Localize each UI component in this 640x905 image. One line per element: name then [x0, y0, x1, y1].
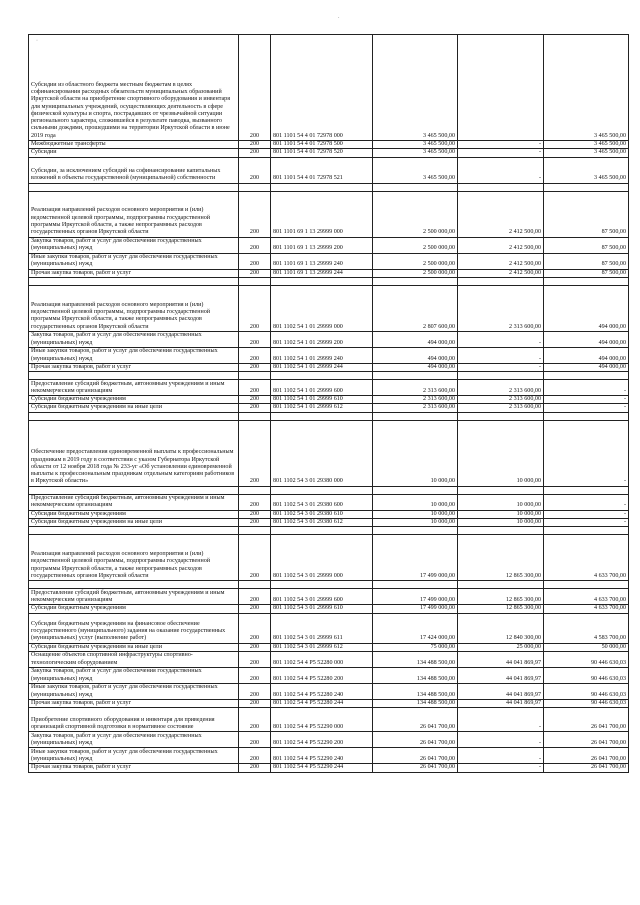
unexecuted-amount-cell: 87 500,00 [544, 253, 629, 269]
line-code-cell: 200 [239, 285, 271, 331]
table-row [29, 683, 629, 699]
budget-classification-code-cell: 801 1101 54 4 01 72978 520 [271, 149, 373, 157]
unexecuted-amount-cell: - [544, 519, 629, 527]
executed-amount-cell: 12 840 300,00 [458, 613, 544, 643]
expense-name-cell: Субсидии бюджетным учреждениям на иные цели [29, 519, 239, 527]
line-code-cell: 200 [239, 269, 271, 277]
line-code-cell: 200 [239, 589, 271, 605]
approved-amount-cell: 17 499 000,00 [373, 535, 458, 581]
executed-amount-cell: 44 041 869,97 [458, 699, 544, 707]
executed-amount-cell: 2 313 600,00 [458, 396, 544, 404]
empty-cell [544, 527, 629, 535]
approved-amount-cell: 26 041 700,00 [373, 708, 458, 732]
spacer-row [29, 277, 629, 285]
budget-classification-code-cell: 801 1101 69 1 13 29999 244 [271, 269, 373, 277]
unexecuted-amount-cell: 494 000,00 [544, 363, 629, 371]
approved-amount-cell: 494 000,00 [373, 347, 458, 363]
unexecuted-amount-cell: 3 465 500,00 [544, 141, 629, 149]
table-row [29, 535, 629, 581]
budget-classification-code-cell: 801 1102 54 3 01 29380 600 [271, 494, 373, 510]
table-row [29, 285, 629, 331]
approved-amount-cell: 10 000,00 [373, 494, 458, 510]
line-code-cell: 200 [239, 667, 271, 683]
empty-cell [373, 412, 458, 420]
line-code-cell: 200 [239, 708, 271, 732]
budget-classification-code-cell: 801 1102 54 3 01 29999 611 [271, 613, 373, 643]
budget-classification-code-cell: 801 1102 54 1 01 29999 244 [271, 363, 373, 371]
executed-amount-cell: 2 412 500,00 [458, 253, 544, 269]
spacer-row [29, 527, 629, 535]
empty-cell [458, 277, 544, 285]
executed-amount-cell: - [458, 149, 544, 157]
table-row [29, 605, 629, 613]
budget-execution-table [28, 34, 629, 773]
executed-amount-cell: 10 000,00 [458, 510, 544, 518]
budget-classification-code-cell: 801 1101 69 1 13 29999 000 [271, 191, 373, 237]
budget-classification-code-cell: 801 1102 54 4 P5 52290 244 [271, 764, 373, 772]
unexecuted-amount-cell: - [544, 380, 629, 396]
approved-amount-cell: 17 424 000,00 [373, 613, 458, 643]
budget-classification-code-cell: 801 1101 69 1 13 29999 200 [271, 237, 373, 253]
line-code-cell: 200 [239, 683, 271, 699]
table-row [29, 643, 629, 651]
empty-cell [271, 486, 373, 494]
approved-amount-cell: 2 500 000,00 [373, 253, 458, 269]
empty-cell [271, 581, 373, 589]
spacer-row [29, 412, 629, 420]
line-code-cell: 200 [239, 535, 271, 581]
empty-cell [373, 277, 458, 285]
line-code-cell: 200 [239, 331, 271, 347]
approved-amount-cell: 26 041 700,00 [373, 764, 458, 772]
expense-name-cell: Прочая закупка товаров, работ и услуг [29, 363, 239, 371]
unexecuted-amount-cell: 4 633 700,00 [544, 589, 629, 605]
budget-classification-code-cell: 801 1102 54 3 01 29999 612 [271, 643, 373, 651]
empty-cell [373, 486, 458, 494]
empty-cell [458, 183, 544, 191]
executed-amount-cell: 10 000,00 [458, 494, 544, 510]
table-row [29, 699, 629, 707]
table-row [29, 404, 629, 412]
approved-amount-cell: 17 499 000,00 [373, 605, 458, 613]
unexecuted-amount-cell: 90 446 630,03 [544, 651, 629, 667]
empty-cell [271, 527, 373, 535]
table-row [29, 331, 629, 347]
unexecuted-amount-cell: 90 446 630,03 [544, 699, 629, 707]
empty-cell [544, 372, 629, 380]
executed-amount-cell: - [458, 157, 544, 183]
empty-cell [373, 527, 458, 535]
approved-amount-cell: 75 000,00 [373, 643, 458, 651]
empty-cell [239, 277, 271, 285]
budget-classification-code-cell: 801 1102 54 4 P5 52280 244 [271, 699, 373, 707]
empty-cell [29, 581, 239, 589]
approved-amount-cell: 134 488 500,00 [373, 683, 458, 699]
approved-amount-cell: 2 500 000,00 [373, 237, 458, 253]
table-row [29, 667, 629, 683]
expense-name-cell: Предоставление субсидий бюджетным, автономным учреждениям и иным некоммерческим организациям [29, 380, 239, 396]
approved-amount-cell: 134 488 500,00 [373, 699, 458, 707]
table-row [29, 237, 629, 253]
table-row [29, 494, 629, 510]
expense-name-cell: Закупка товаров, работ и услуг для обеспечения государственных (муниципальных) нужд [29, 237, 239, 253]
line-code-cell: 200 [239, 141, 271, 149]
table-row [29, 651, 629, 667]
empty-cell [239, 183, 271, 191]
unexecuted-amount-cell: 50 000,00 [544, 643, 629, 651]
expense-name-cell: Иные закупки товаров, работ и услуг для обеспечения государственных (муниципальных) нужд [29, 683, 239, 699]
budget-classification-code-cell: 801 1101 54 4 01 72978 000 [271, 35, 373, 141]
approved-amount-cell: 494 000,00 [373, 363, 458, 371]
executed-amount-cell: 2 313 600,00 [458, 404, 544, 412]
expense-name-cell: Субсидии бюджетным учреждениям на иные цели [29, 404, 239, 412]
table-row [29, 589, 629, 605]
line-code-cell: 200 [239, 396, 271, 404]
table-row [29, 519, 629, 527]
approved-amount-cell: 3 465 500,00 [373, 141, 458, 149]
empty-cell [271, 412, 373, 420]
budget-classification-code-cell: 801 1102 54 1 01 29999 610 [271, 396, 373, 404]
budget-classification-code-cell: 801 1102 54 3 01 29999 000 [271, 535, 373, 581]
line-code-cell: 200 [239, 420, 271, 486]
expense-name-cell: Оснащение объектов спортивной инфраструктуры спортивно-технологическим оборудованием [29, 651, 239, 667]
unexecuted-amount-cell: 3 465 500,00 [544, 35, 629, 141]
executed-amount-cell: 2 313 600,00 [458, 285, 544, 331]
empty-cell [239, 486, 271, 494]
approved-amount-cell: 2 313 600,00 [373, 396, 458, 404]
table-row [29, 420, 629, 486]
unexecuted-amount-cell: 494 000,00 [544, 347, 629, 363]
executed-amount-cell: 2 412 500,00 [458, 269, 544, 277]
expense-name-cell: Закупка товаров, работ и услуг для обеспечения государственных (муниципальных) нужд [29, 331, 239, 347]
scan-mark-top: . [338, 14, 340, 20]
line-code-cell: 200 [239, 605, 271, 613]
empty-cell [271, 277, 373, 285]
line-code-cell: 200 [239, 699, 271, 707]
line-code-cell: 200 [239, 519, 271, 527]
spacer-row [29, 486, 629, 494]
approved-amount-cell: 26 041 700,00 [373, 732, 458, 748]
expense-name-cell: Субсидии [29, 149, 239, 157]
expense-name-cell: Прочая закупка товаров, работ и услуг [29, 699, 239, 707]
budget-classification-code-cell: 801 1102 54 3 01 29380 000 [271, 420, 373, 486]
approved-amount-cell: 3 465 500,00 [373, 35, 458, 141]
table-row [29, 363, 629, 371]
approved-amount-cell: 2 500 000,00 [373, 269, 458, 277]
scan-mark-corner: · [36, 38, 38, 44]
executed-amount-cell: 10 000,00 [458, 420, 544, 486]
approved-amount-cell: 10 000,00 [373, 519, 458, 527]
executed-amount-cell: 12 865 300,00 [458, 535, 544, 581]
expense-name-cell: Реализация направлений расходов основного мероприятия и (или) ведомственной целевой программы, подпрограммы государственной программы Иркутской области, а также непрограммных расходов государственных органов Иркутской области [29, 285, 239, 331]
budget-classification-code-cell: 801 1102 54 4 P5 52290 000 [271, 708, 373, 732]
table-row [29, 141, 629, 149]
table-row [29, 347, 629, 363]
expense-name-cell: Иные закупки товаров, работ и услуг для обеспечения государственных (муниципальных) нужд [29, 347, 239, 363]
approved-amount-cell: 2 500 000,00 [373, 191, 458, 237]
approved-amount-cell: 134 488 500,00 [373, 651, 458, 667]
empty-cell [239, 527, 271, 535]
table-row [29, 764, 629, 772]
unexecuted-amount-cell: 3 465 500,00 [544, 157, 629, 183]
approved-amount-cell: 2 313 600,00 [373, 380, 458, 396]
executed-amount-cell: - [458, 331, 544, 347]
expense-name-cell: Реализация направлений расходов основного мероприятия и (или) ведомственной целевой программы, подпрограммы государственной программы Иркутской области, а также непрограммных расходов государственных органов Иркутской области [29, 535, 239, 581]
unexecuted-amount-cell: - [544, 396, 629, 404]
approved-amount-cell: 134 488 500,00 [373, 667, 458, 683]
line-code-cell: 200 [239, 149, 271, 157]
expense-name-cell: Реализация направлений расходов основного мероприятия и (или) ведомственной целевой программы, подпрограммы государственной программы Иркутской области, а также непрограммных расходов государственных органов Иркутской области [29, 191, 239, 237]
executed-amount-cell: 44 041 869,97 [458, 683, 544, 699]
expense-name-cell: Иные закупки товаров, работ и услуг для обеспечения государственных (муниципальных) нужд [29, 253, 239, 269]
expense-name-cell: Субсидии из областного бюджета местным бюджетам в целях софинансирования расходных обязательств муниципальных образований Иркутской области на приобретение спортивного оборудования и инвентаря для муниципальных учреждений, осуществляющих деятельность в сфере физической культуры и спорта, пострадавших от чрезвычайной ситуации регионального характера, сложившейся в результате паводка, вызванного сильными дождями, прошедшими на территории Иркутской области в июне 2019 года [29, 35, 239, 141]
budget-classification-code-cell: 801 1102 54 1 01 29999 600 [271, 380, 373, 396]
budget-classification-code-cell: 801 1102 54 4 P5 52280 200 [271, 667, 373, 683]
approved-amount-cell: 3 465 500,00 [373, 157, 458, 183]
empty-cell [458, 581, 544, 589]
line-code-cell: 200 [239, 347, 271, 363]
executed-amount-cell: - [458, 748, 544, 764]
budget-classification-code-cell: 801 1102 54 1 01 29999 612 [271, 404, 373, 412]
budget-classification-code-cell: 801 1102 54 3 01 29380 612 [271, 519, 373, 527]
unexecuted-amount-cell: 26 041 700,00 [544, 764, 629, 772]
empty-cell [239, 372, 271, 380]
executed-amount-cell: 10 000,00 [458, 519, 544, 527]
budget-classification-code-cell: 801 1102 54 4 P5 52290 240 [271, 748, 373, 764]
budget-classification-code-cell: 801 1102 54 3 01 29380 610 [271, 510, 373, 518]
empty-cell [239, 412, 271, 420]
unexecuted-amount-cell: 4 583 700,00 [544, 613, 629, 643]
table-row [29, 253, 629, 269]
expense-name-cell: Прочая закупка товаров, работ и услуг [29, 269, 239, 277]
spacer-row [29, 372, 629, 380]
line-code-cell: 200 [239, 748, 271, 764]
approved-amount-cell: 10 000,00 [373, 510, 458, 518]
line-code-cell: 200 [239, 732, 271, 748]
executed-amount-cell: 44 041 869,97 [458, 667, 544, 683]
unexecuted-amount-cell: - [544, 404, 629, 412]
line-code-cell: 200 [239, 510, 271, 518]
empty-cell [544, 486, 629, 494]
line-code-cell: 200 [239, 253, 271, 269]
executed-amount-cell [458, 35, 544, 141]
empty-cell [29, 486, 239, 494]
budget-classification-code-cell: 801 1101 54 4 01 72978 521 [271, 157, 373, 183]
approved-amount-cell: 2 807 600,00 [373, 285, 458, 331]
line-code-cell: 200 [239, 764, 271, 772]
budget-classification-code-cell: 801 1102 54 1 01 29999 240 [271, 347, 373, 363]
budget-classification-code-cell: 801 1102 54 4 P5 52290 200 [271, 732, 373, 748]
line-code-cell: 200 [239, 237, 271, 253]
empty-cell [29, 277, 239, 285]
table-row [29, 748, 629, 764]
unexecuted-amount-cell: - [544, 420, 629, 486]
executed-amount-cell: 12 865 300,00 [458, 605, 544, 613]
expense-name-cell: Иные закупки товаров, работ и услуг для обеспечения государственных (муниципальных) нужд [29, 748, 239, 764]
expense-name-cell: Предоставление субсидий бюджетным, автономным учреждениям и иным некоммерческим организациям [29, 494, 239, 510]
line-code-cell: 200 [239, 494, 271, 510]
table-row [29, 191, 629, 237]
approved-amount-cell: 2 313 600,00 [373, 404, 458, 412]
expense-name-cell: Приобретение спортивного оборудования и инвентаря для приведения организаций спортивной подготовки в нормативное состояние [29, 708, 239, 732]
executed-amount-cell: - [458, 732, 544, 748]
line-code-cell: 200 [239, 157, 271, 183]
expense-name-cell: Закупка товаров, работ и услуг для обеспечения государственных (муниципальных) нужд [29, 732, 239, 748]
expense-name-cell: Субсидии бюджетным учреждениям на финансовое обеспечение государственного (муниципального) задания на оказание государственных (муниципальных) услуг (выполнение работ) [29, 613, 239, 643]
executed-amount-cell: 2 412 500,00 [458, 237, 544, 253]
table-row [29, 380, 629, 396]
unexecuted-amount-cell: 87 500,00 [544, 191, 629, 237]
empty-cell [458, 372, 544, 380]
empty-cell [373, 581, 458, 589]
empty-cell [271, 372, 373, 380]
unexecuted-amount-cell: 4 633 700,00 [544, 605, 629, 613]
line-code-cell: 200 [239, 651, 271, 667]
budget-classification-code-cell: 801 1102 54 1 01 29999 000 [271, 285, 373, 331]
unexecuted-amount-cell: - [544, 510, 629, 518]
line-code-cell: 200 [239, 363, 271, 371]
budget-classification-code-cell: 801 1102 54 3 01 29999 600 [271, 589, 373, 605]
executed-amount-cell: 2 313 600,00 [458, 380, 544, 396]
approved-amount-cell: 10 000,00 [373, 420, 458, 486]
table-row [29, 269, 629, 277]
line-code-cell: 200 [239, 380, 271, 396]
empty-cell [29, 412, 239, 420]
empty-cell [458, 527, 544, 535]
unexecuted-amount-cell: 494 000,00 [544, 331, 629, 347]
empty-cell [239, 581, 271, 589]
budget-classification-code-cell: 801 1102 54 4 P5 52280 240 [271, 683, 373, 699]
expense-name-cell: Субсидии бюджетным учреждениям [29, 396, 239, 404]
expense-name-cell: Субсидии бюджетным учреждениям [29, 510, 239, 518]
budget-classification-code-cell: 801 1102 54 3 01 29999 610 [271, 605, 373, 613]
unexecuted-amount-cell: 494 000,00 [544, 285, 629, 331]
line-code-cell: 200 [239, 404, 271, 412]
executed-amount-cell: - [458, 347, 544, 363]
table-body [29, 35, 629, 773]
empty-cell [544, 183, 629, 191]
empty-cell [544, 581, 629, 589]
expense-name-cell: Межбюджетные трансферты [29, 141, 239, 149]
table-row [29, 708, 629, 732]
executed-amount-cell: - [458, 363, 544, 371]
empty-cell [373, 183, 458, 191]
unexecuted-amount-cell: 87 500,00 [544, 269, 629, 277]
empty-cell [458, 486, 544, 494]
unexecuted-amount-cell: 90 446 630,03 [544, 683, 629, 699]
empty-cell [29, 183, 239, 191]
expense-name-cell: Предоставление субсидий бюджетным, автономным учреждениям и иным некоммерческим организациям [29, 589, 239, 605]
expense-name-cell: Субсидии, за исключением субсидий на софинансирование капитальных вложений в объекты государственной (муниципальной) собственности [29, 157, 239, 183]
budget-classification-code-cell: 801 1101 69 1 13 29999 240 [271, 253, 373, 269]
empty-cell [544, 412, 629, 420]
expense-name-cell: Закупка товаров, работ и услуг для обеспечения государственных (муниципальных) нужд [29, 667, 239, 683]
budget-classification-code-cell: 801 1102 54 1 01 29999 200 [271, 331, 373, 347]
table-row [29, 396, 629, 404]
empty-cell [458, 412, 544, 420]
unexecuted-amount-cell: 4 633 700,00 [544, 535, 629, 581]
expense-name-cell: Субсидии бюджетным учреждениям на иные цели [29, 643, 239, 651]
executed-amount-cell: 25 000,00 [458, 643, 544, 651]
line-code-cell: 200 [239, 613, 271, 643]
table-row [29, 732, 629, 748]
executed-amount-cell: 2 412 500,00 [458, 191, 544, 237]
spacer-row [29, 183, 629, 191]
table-row [29, 35, 629, 141]
empty-cell [544, 277, 629, 285]
line-code-cell: 200 [239, 35, 271, 141]
unexecuted-amount-cell: - [544, 494, 629, 510]
table-row [29, 149, 629, 157]
executed-amount-cell: 12 865 300,00 [458, 589, 544, 605]
budget-classification-code-cell: 801 1102 54 4 P5 52280 000 [271, 651, 373, 667]
unexecuted-amount-cell: 3 465 500,00 [544, 149, 629, 157]
expense-name-cell: Прочая закупка товаров, работ и услуг [29, 764, 239, 772]
unexecuted-amount-cell: 87 500,00 [544, 237, 629, 253]
table-row [29, 157, 629, 183]
table-row [29, 613, 629, 643]
budget-classification-code-cell: 801 1101 54 4 01 72978 500 [271, 141, 373, 149]
empty-cell [29, 372, 239, 380]
empty-cell [271, 183, 373, 191]
line-code-cell: 200 [239, 643, 271, 651]
executed-amount-cell: 44 041 869,97 [458, 651, 544, 667]
table-row [29, 510, 629, 518]
approved-amount-cell: 3 465 500,00 [373, 149, 458, 157]
empty-cell [373, 372, 458, 380]
unexecuted-amount-cell: 90 446 630,03 [544, 667, 629, 683]
spacer-row [29, 581, 629, 589]
approved-amount-cell: 26 041 700,00 [373, 748, 458, 764]
executed-amount-cell: - [458, 764, 544, 772]
unexecuted-amount-cell: 26 041 700,00 [544, 732, 629, 748]
expense-name-cell: Обеспечение предоставления единовременной выплаты к профессиональным праздникам в 2019 году в соответствии с указом Губернатора Иркутской области от 12 ноября 2018 года № 233-уг «Об установлении единовременной выплаты к профессиональным праздникам отдельным категориям работников в Иркутской области» [29, 420, 239, 486]
unexecuted-amount-cell: 26 041 700,00 [544, 708, 629, 732]
empty-cell [29, 527, 239, 535]
unexecuted-amount-cell: 26 041 700,00 [544, 748, 629, 764]
expense-name-cell: Субсидии бюджетным учреждениям [29, 605, 239, 613]
approved-amount-cell: 17 499 000,00 [373, 589, 458, 605]
approved-amount-cell: 494 000,00 [373, 331, 458, 347]
executed-amount-cell: - [458, 141, 544, 149]
executed-amount-cell: - [458, 708, 544, 732]
line-code-cell: 200 [239, 191, 271, 237]
